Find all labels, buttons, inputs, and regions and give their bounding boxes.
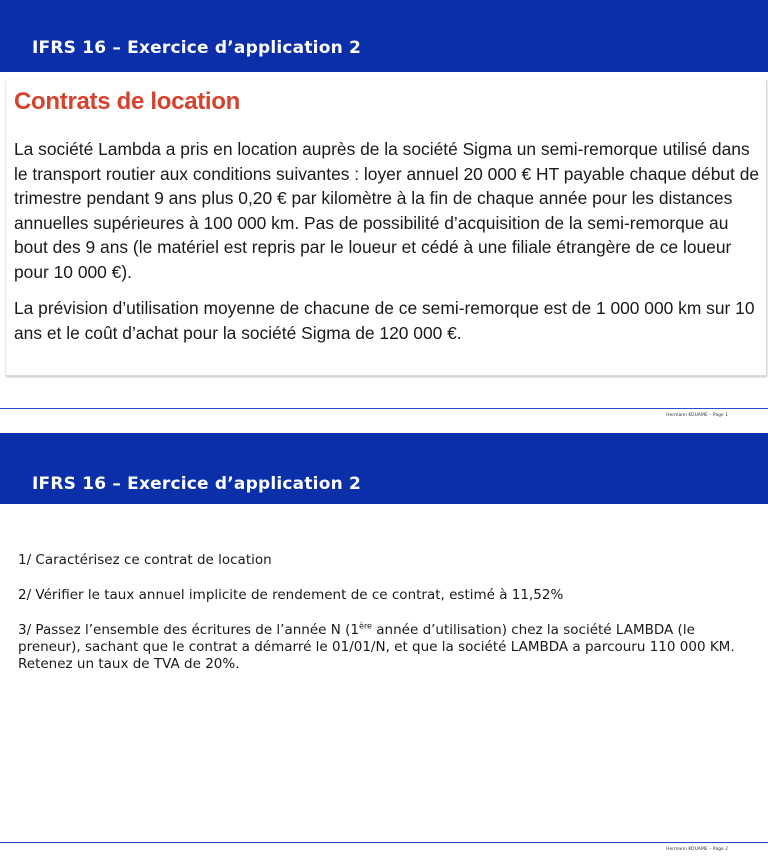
slide-title: IFRS 16 – Exercice d’application 2 [32,38,362,58]
statement-paragraph: La société Lambda a pris en location auprès de la société Sigma un semi-remorque utilisé dans le transport routier aux conditions suivantes : loyer annuel 20 000 € HT payable chaque début de trimestre pendant 9 ans plus 0,20 € par kilomètre à la fin de chaque année pour les distances annuelles supérieures à 100 000 km. Pas de possibilité d’acquisition de la semi-remorque au bout des 9 ans (le matériel est repris par le loueur et cédé à une filiale étrangère de ce loueur pour 10 000 €). [14,139,760,282]
footer-page-label: Hermann KOUAME – Page 1 [666,413,728,418]
slide-title: IFRS 16 – Exercice d’application 2 [32,474,362,494]
question-1: 1/ Caractérisez ce contrat de location [18,552,272,568]
ordinal-superscript: ère [359,621,372,631]
question-3-end: année d’utilisation) chez la société LAMBDA (le preneur), sachant que le contrat a démarré le 01/01/N, et que la société LAMBDA a parcouru 110 000 KM. Retenez un taux de TVA de 20%. [18,622,735,672]
statement-paragraph: La prévision d’utilisation moyenne de chacune de ce semi-remorque est de 1 000 000 km sur 10 ans et le coût d’achat pour la société Sigma de 120 000 €. [14,298,755,343]
slide-header [0,433,768,504]
slide-2 [0,433,768,866]
question-3 [18,622,748,673]
footer-divider [0,842,768,843]
slide-header [0,0,768,72]
exercise-statement-card [6,80,767,376]
footer-page-label: Hermann KOUAME – Page 2 [666,847,728,852]
footer-divider [0,408,768,409]
card-heading: Contrats de location [14,88,241,115]
question-2: 2/ Vérifier le taux annuel implicite de rendement de ce contrat, estimé à 11,52% [18,587,564,603]
question-3-start: 3/ Passez l’ensemble des écritures de l’année N (1 [18,622,360,638]
